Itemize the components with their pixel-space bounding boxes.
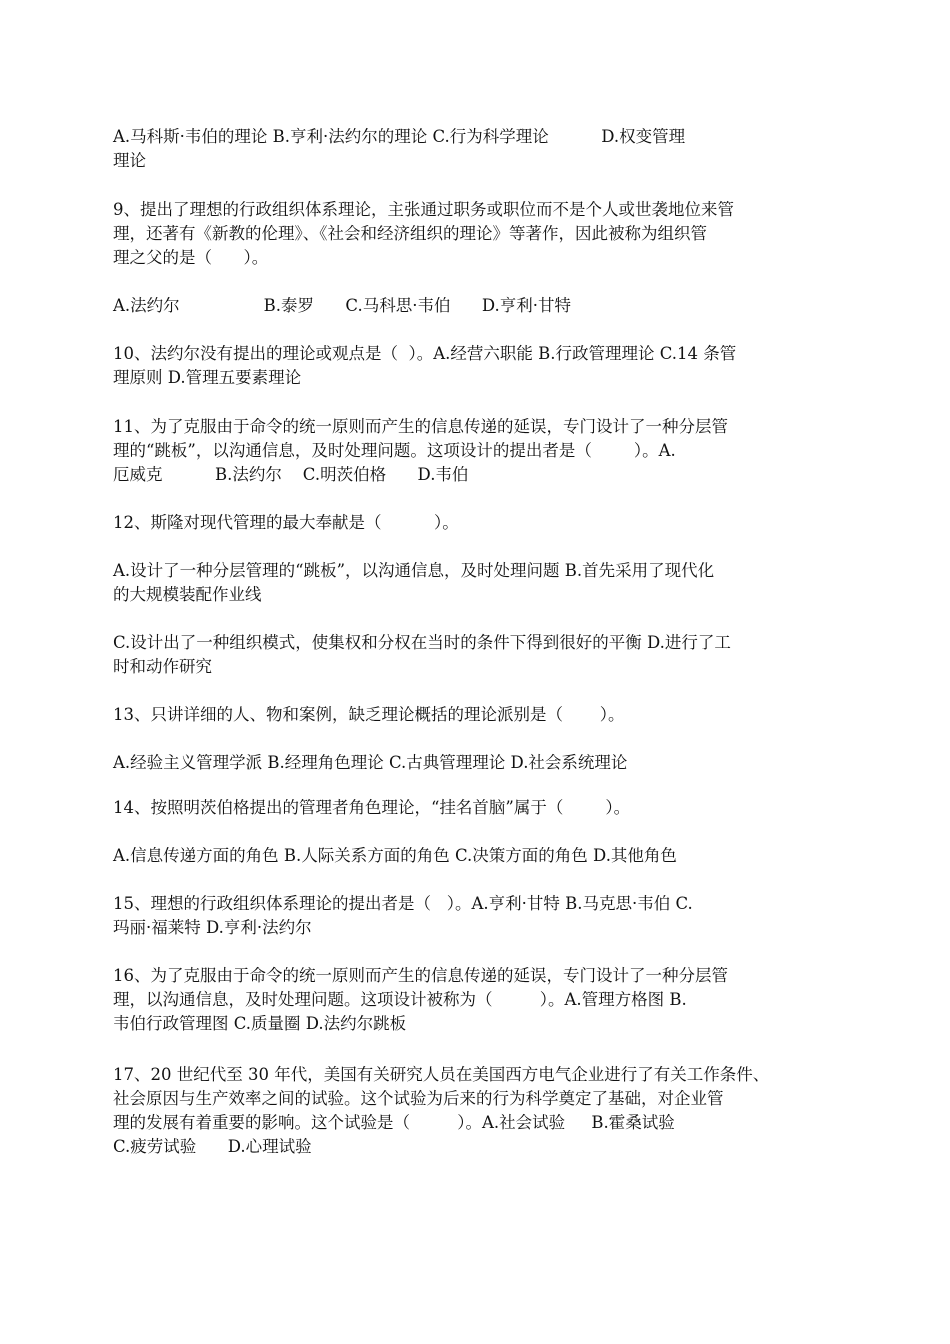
paragraph-question-17: 17、20 世纪代至 30 年代，美国有关研究人员在美国西方电气企业进行了有关工作条件、 社会原因与生产效率之间的试验。这个试验为后来的行为科学奠定了基础，对企业管 理的发展有着重要的影响。这个试验是（ ）。A.社会试验 B.霍桑试验 C.疲劳试验 D.心理试验 [113, 1065, 770, 1156]
paragraph-options-8: A.马科斯·韦伯的理论 B.亨利·法约尔的理论 C.行为科学理论 D.权变管理 理论 [113, 127, 686, 170]
paragraph-question-13: 13、只讲详细的人、物和案例，缺乏理论概括的理论派别是（ ）。 [113, 705, 625, 724]
paragraph-question-12: 12、斯隆对现代管理的最大奉献是（ ）。 [113, 513, 459, 532]
paragraph-options-12-cd: C.设计出了一种组织模式，使集权和分权在当时的条件下得到很好的平衡 D.进行了工 时和动作研究 [113, 633, 731, 676]
paragraph-question-11: 11、为了克服由于命令的统一原则而产生的信息传递的延误，专门设计了一种分层管 理的“跳板”，以沟通信息，及时处理问题。这项设计的提出者是（ ）。A. 厄威克 B.法约尔 C.明茨伯格 D.韦伯 [113, 417, 728, 484]
paragraph-question-14: 14、按照明茨伯格提出的管理者角色理论，“挂名首脑”属于（ ）。 [113, 798, 631, 817]
paragraph-options-14: A.信息传递方面的角色 B.人际关系方面的角色 C.决策方面的角色 D.其他角色 [113, 846, 677, 865]
paragraph-options-9: A.法约尔 B.泰罗 C.马科思·韦伯 D.亨利·甘特 [113, 296, 572, 315]
paragraph-question-15: 15、理想的行政组织体系理论的提出者是（ ）。A.亨利·甘特 B.马克思·韦伯 C. 玛丽·福莱特 D.亨利·法约尔 [113, 894, 693, 937]
paragraph-question-9: 9、提出了理想的行政组织体系理论，主张通过职务或职位而不是个人或世袭地位来管 理，还著有《新教的伦理》、《社会和经济组织的理论》等著作，因此被称为组织管 理之父的是（ ）。 [113, 200, 734, 267]
paragraph-question-16: 16、为了克服由于命令的统一原则而产生的信息传递的延误，专门设计了一种分层管 理，以沟通信息，及时处理问题。这项设计被称为（ ）。A.管理方格图 B. 韦伯行政管理图 C.质量圈 D.法约尔跳板 [113, 966, 728, 1033]
paragraph-options-12-ab: A.设计了一种分层管理的“跳板”，以沟通信息，及时处理问题 B.首先采用了现代化 的大规模装配作业线 [113, 561, 715, 604]
paragraph-question-10: 10、法约尔没有提出的理论或观点是（ ）。A.经营六职能 B.行政管理理论 C.14 条管 理原则 D.管理五要素理论 [113, 344, 737, 387]
paragraph-options-13: A.经验主义管理学派 B.经理角色理论 C.古典管理理论 D.社会系统理论 [113, 753, 628, 772]
